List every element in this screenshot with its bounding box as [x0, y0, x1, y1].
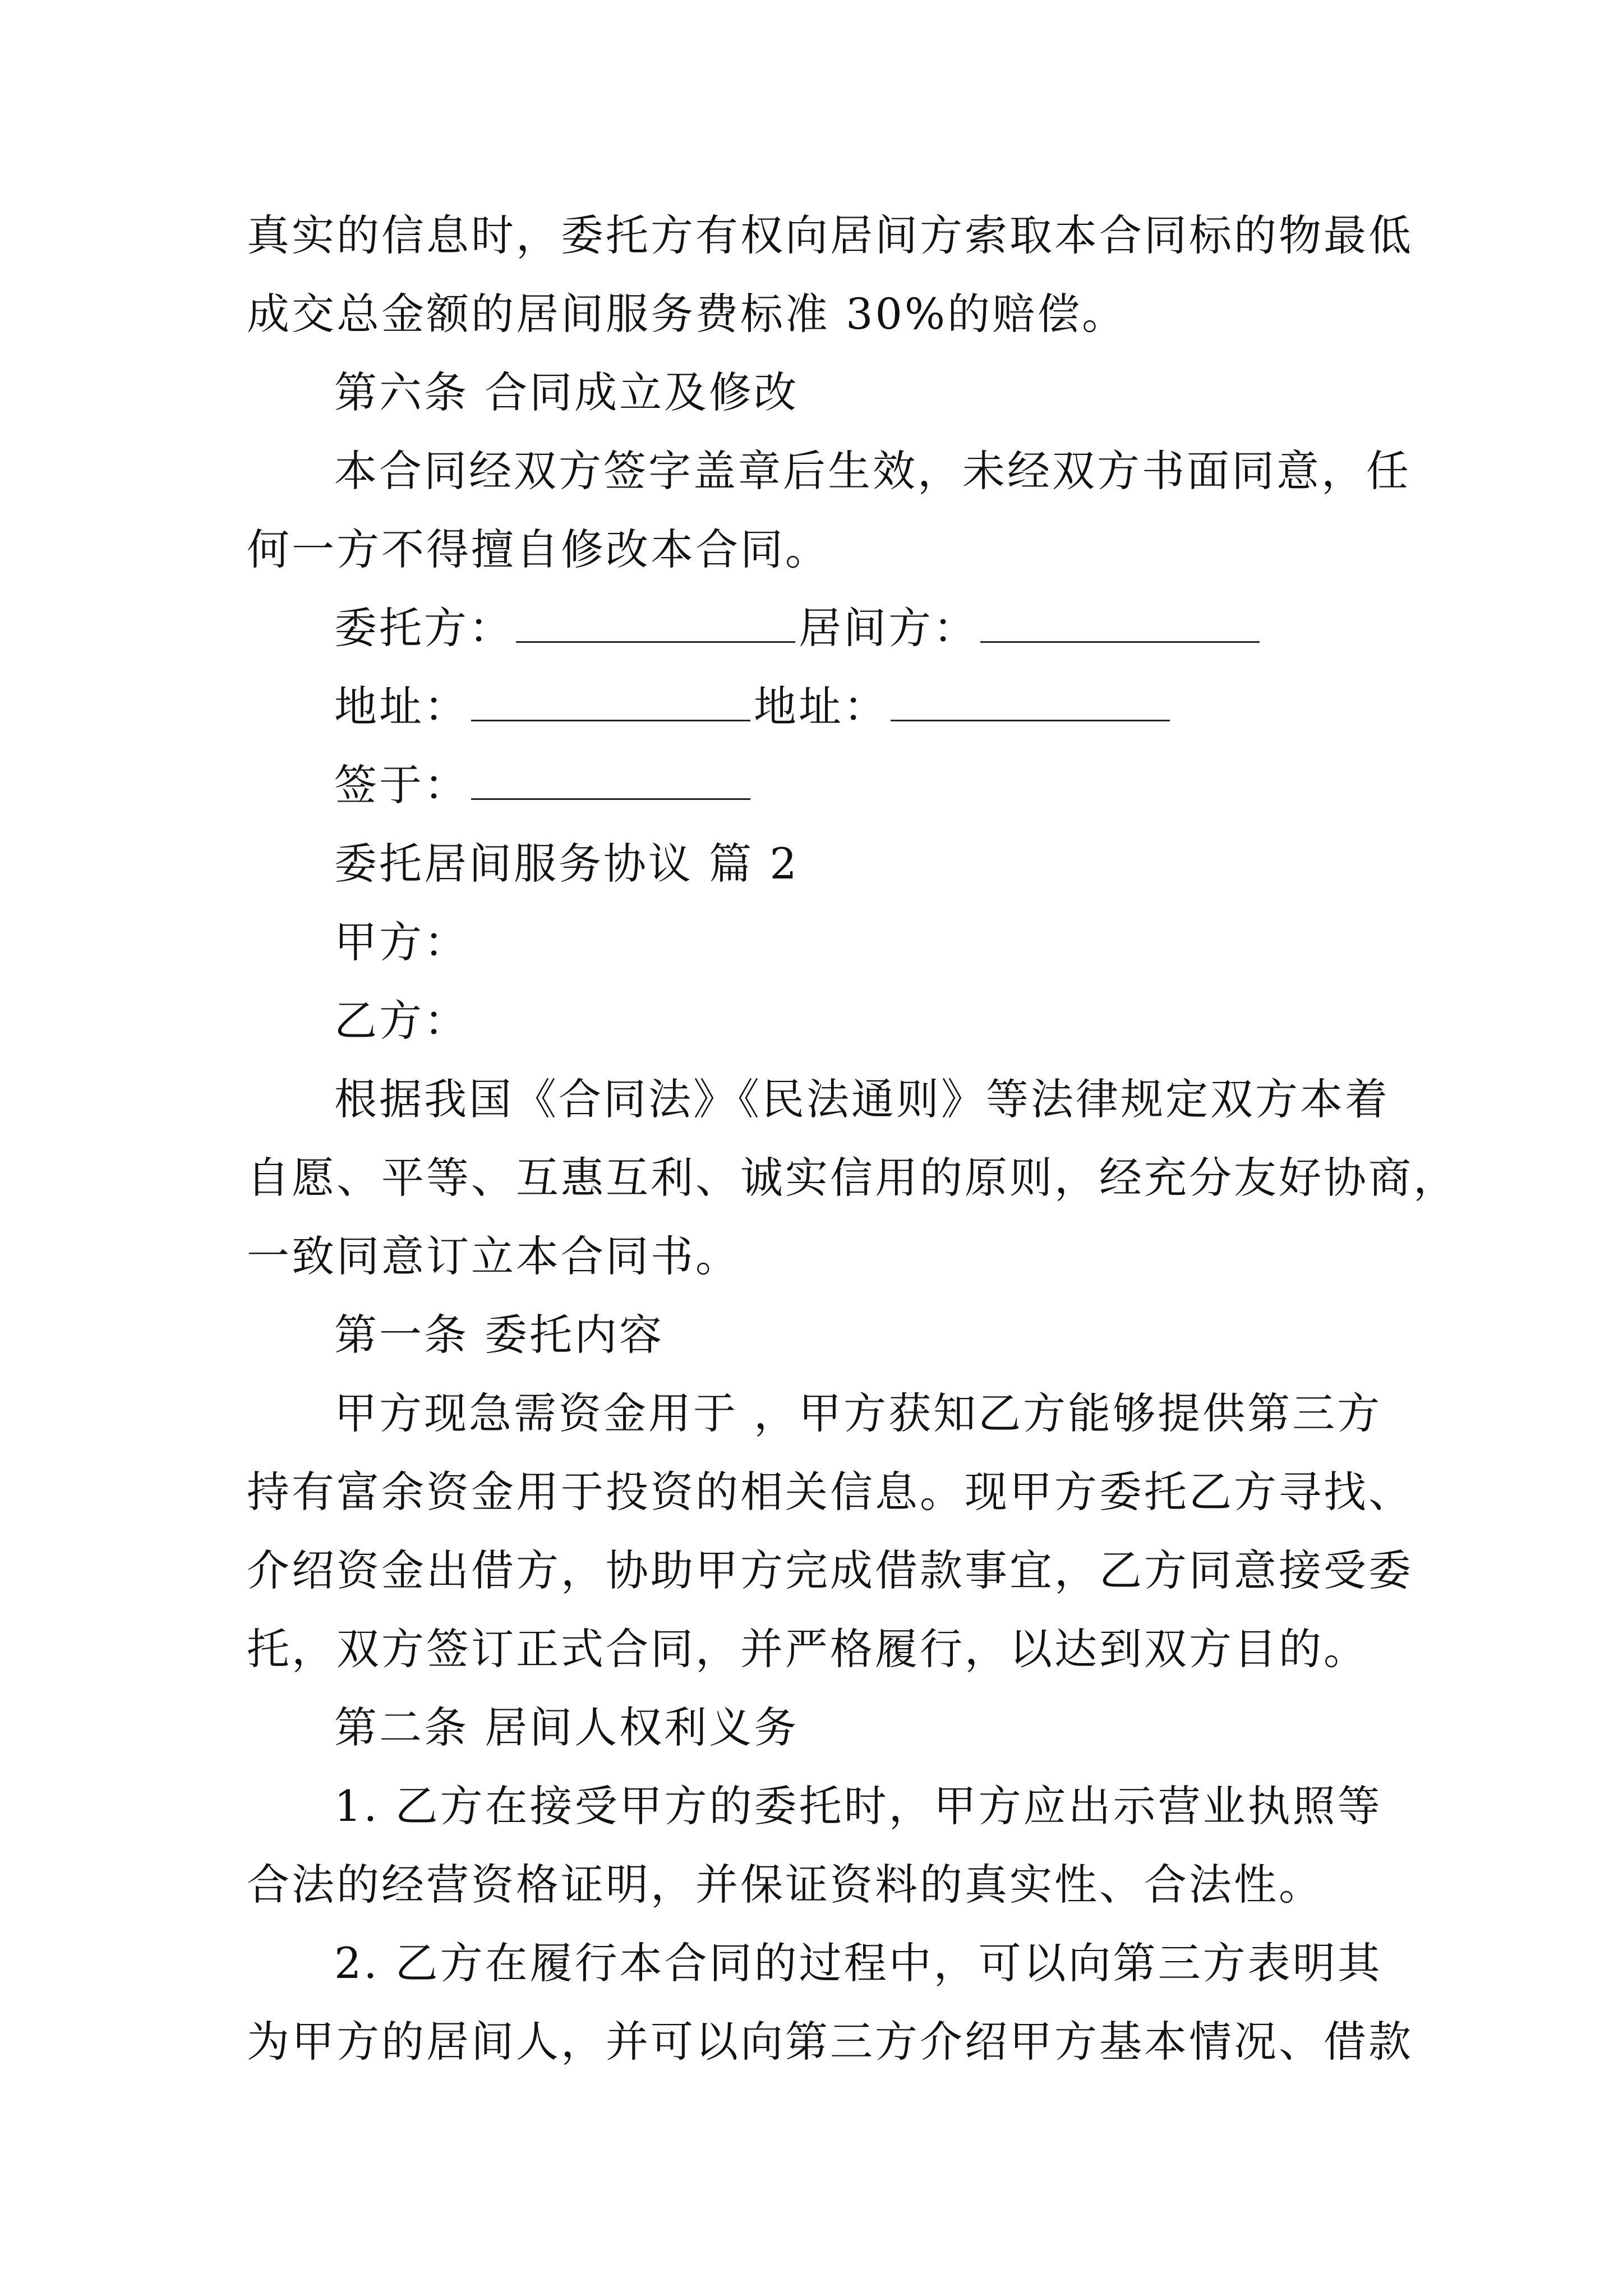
paragraph-line: 成交总金额的居间服务费标准 30%的赔偿。 — [247, 289, 1127, 339]
signature-row-signed-at — [334, 746, 1490, 825]
signed-at-label: 签于： — [334, 760, 469, 810]
signature-row-address — [334, 668, 1490, 746]
paragraph-line: 何一方不得擅自修改本合同。 — [247, 524, 830, 574]
paragraph-line: 一致同意订立本合同书。 — [247, 1231, 740, 1281]
paragraph-line: 自愿、平等、互惠互利、诚实信用的原则，经充分友好协商， — [247, 1153, 1458, 1203]
signed-at-blank — [471, 756, 750, 800]
paragraph-line: 为甲方的居间人，并可以向第三方介绍甲方基本情况、借款 — [247, 2017, 1413, 2067]
paragraph-line: 托，双方签订正式合同，并严格履行，以达到双方目的。 — [247, 1624, 1368, 1674]
signature-row-parties — [334, 589, 1490, 668]
principal-address-blank — [471, 677, 750, 721]
intermediary-blank — [980, 599, 1260, 643]
intermediary-address-label: 地址： — [754, 682, 888, 731]
agreement-title: 委托居间服务协议 篇 2 — [334, 839, 799, 889]
section-heading: 第一条 委托内容 — [334, 1310, 665, 1360]
principal-blank — [516, 599, 795, 643]
paragraph-line: 2. 乙方在履行本合同的过程中，可以向第三方表明其 — [334, 1938, 1382, 1988]
paragraph-line: 甲方现急需资金用于 ，甲方获知乙方能够提供第三方 — [334, 1388, 1382, 1438]
party-b-label: 乙方： — [334, 996, 469, 1046]
paragraph-line: 合法的经营资格证明，并保证资料的真实性、合法性。 — [247, 1860, 1324, 1910]
paragraph-line: 1. 乙方在接受甲方的委托时，甲方应出示营业执照等 — [334, 1781, 1382, 1831]
principal-address-label: 地址： — [334, 682, 469, 731]
paragraph-line: 持有富余资金用于投资的相关信息。现甲方委托乙方寻找、 — [247, 1467, 1413, 1517]
party-a-label: 甲方： — [334, 917, 469, 967]
paragraph-line: 真实的信息时，委托方有权向居间方索取本合同标的物最低 — [247, 210, 1413, 260]
intermediary-address-blank — [891, 677, 1170, 721]
section-heading: 第二条 居间人权利义务 — [334, 1703, 799, 1752]
intermediary-label: 居间方： — [799, 603, 978, 653]
paragraph-line: 根据我国《合同法》《民法通则》等法律规定双方本着 — [334, 1074, 1390, 1124]
principal-label: 委托方： — [334, 603, 514, 653]
section-heading: 第六条 合同成立及修改 — [334, 367, 799, 417]
paragraph-line: 介绍资金出借方，协助甲方完成借款事宜，乙方同意接受委 — [247, 1545, 1413, 1595]
paragraph-line: 本合同经双方签字盖章后生效，未经双方书面同意，任 — [334, 446, 1411, 496]
